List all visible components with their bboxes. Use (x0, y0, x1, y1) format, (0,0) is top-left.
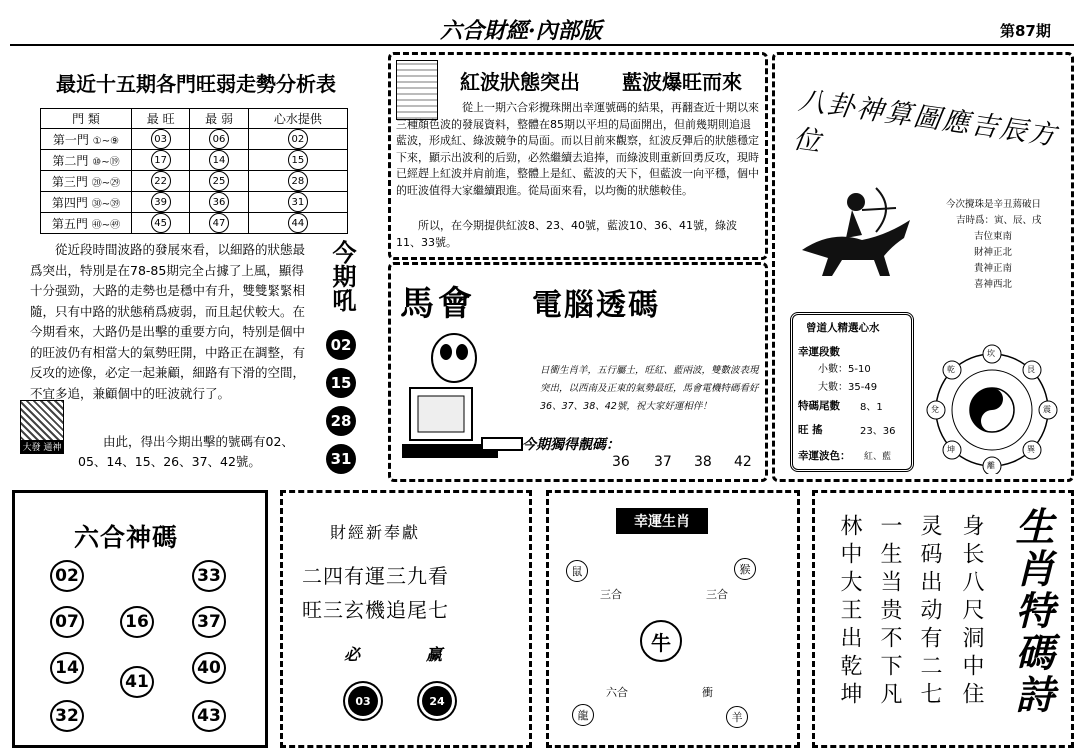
tail-label: 特碼尾數 (798, 400, 840, 412)
finance-line-2: 旺三玄機追尾七 (302, 598, 449, 622)
god-title: 六合神碼 (74, 523, 179, 552)
bagua-info-3: 吉位東南 (974, 231, 1013, 242)
wang-value: 23、36 (860, 426, 896, 437)
computer-number: 38 (694, 454, 712, 470)
computer-number: 36 (612, 454, 630, 470)
color-label: 幸運波色： (798, 450, 851, 462)
lucky-label: 幸運段數 (798, 346, 840, 358)
zodiac-chong: 衝 (702, 686, 713, 699)
god-number: 33 (192, 560, 226, 592)
col-header: 最 弱 (190, 109, 248, 129)
zodiac-liuhe: 六合 (606, 686, 628, 699)
small-label: 小數：5-10 (818, 364, 871, 375)
poem-column: 一生当贵不下凡 (877, 514, 902, 710)
stamp-image (20, 400, 64, 454)
bagua-info-5: 貴神正南 (974, 263, 1013, 274)
issue-number: 第87期 (1000, 22, 1051, 40)
wave-title-right: 藍波爆旺而來 (622, 70, 742, 94)
god-number: 40 (192, 652, 226, 684)
god-number: 02 (50, 560, 84, 592)
shout-number: 15 (326, 368, 356, 398)
poem-column: 身长八尺洞中住 (959, 514, 984, 710)
finance-title: 財經新奉獻 (330, 523, 421, 542)
color-value: 紅、藍 (864, 452, 892, 462)
big-label: 大數：35-49 (818, 382, 878, 393)
shout-number: 28 (326, 406, 356, 436)
zodiac-title: 幸運生肖 (616, 508, 708, 534)
bagua-wheel-label: 坤 (947, 445, 955, 454)
header-rule (10, 44, 1074, 46)
god-number: 14 (50, 652, 84, 684)
bagua-title: 八卦神算圖應吉辰方位 (791, 84, 1060, 159)
table-row: 第一門 ①~⑨ 03 06 02 (41, 129, 348, 150)
stamp-text: 大發 通神 (21, 440, 63, 453)
computer-footer-label: 今期獨得靚碼： (522, 437, 620, 453)
poem-column: 灵码出动有二七 (917, 514, 942, 710)
bagua-wheel-label: 離 (987, 461, 995, 470)
wave-conclusion: 所以，在今期提供紅波8、23、40號，藍波10、36、41號，綠波11、33號。 (396, 219, 737, 249)
computer-illustration (396, 330, 536, 470)
wave-body: 從上一期六合彩攪珠開出幸運號碼的結果，再翻查近十期以來三種顏色波的發展資料，整體在85期以平坦的局面開出，但前幾期則追退藍波，形成紅、綠波競争的局面。而以目前來觀察，紅波反彈后的狀態穩定下來，顯示出波利的后勁，必然繼續去追捧，而綠波則重新回勇反攻，現時已經趕上紅波并肩前進，整體上是紅、藍波的天下，但藍波一向平穩，個中的旺波值得大家繼續跟進。從局面來看，以均衡的狀態較佳。 (396, 101, 759, 197)
heart-title: 曾道人精選心水 (806, 322, 880, 334)
header-title: 六合財經·內部版 (440, 18, 602, 44)
bagua-wheel-label: 艮 (1027, 365, 1035, 374)
finance-bi: 必 (344, 645, 361, 664)
shout-number: 31 (326, 444, 356, 474)
god-number: 41 (120, 666, 154, 698)
bagua-info-6: 喜神西北 (974, 279, 1013, 290)
poem-column: 林中大王出乾坤 (837, 514, 862, 710)
computer-number: 42 (734, 454, 752, 470)
trend-table (40, 108, 348, 234)
wave-title-left: 紅波狀態突出 (460, 70, 580, 94)
computer-text: 日衝生肖羊，五行屬土，旺紅、藍兩波，雙數波表現突出，以西南及正東的氣勢最旺，馬會電機特碼看好36、37、38、42號，祝大家好運相伴！ (540, 365, 759, 412)
bagua-info-1: 今次攪珠是辛丑蔫破日 (946, 199, 1042, 210)
table-row: 第五門 ㊵~㊾ 45 47 44 (41, 213, 348, 234)
trend-title: 最近十五期各門旺弱走勢分析表 (56, 72, 336, 96)
zodiac-dragon: 龍 (572, 704, 594, 726)
table-row: 第四門 ㉚~㊴ 39 36 31 (41, 192, 348, 213)
finance-number: 03 (348, 686, 378, 716)
trend-conclusion: 由此，得出今期出擊的號碼有02、05、14、15、26、37、42號。 (78, 434, 294, 469)
bagua-info-4: 財神正北 (974, 247, 1013, 258)
archer-illustration (792, 180, 922, 280)
computer-title-left: 馬會 (400, 284, 476, 324)
poem-title: 生肖特碼詩 (1009, 506, 1055, 716)
bagua-wheel-label: 坎 (987, 349, 995, 358)
tail-value: 8、1 (860, 402, 883, 413)
table-row: 第二門 ⑩~⑲ 17 14 15 (41, 150, 348, 171)
bagua-wheel-label: 巽 (1027, 445, 1035, 454)
zodiac-rat: 鼠 (566, 560, 588, 582)
god-number: 16 (120, 606, 154, 638)
god-number: 32 (50, 700, 84, 732)
finance-ying: 赢 (426, 645, 443, 664)
col-header: 最 旺 (132, 109, 190, 129)
bagua-info-2: 吉時爲：寅、辰、戌 (956, 215, 1042, 226)
zodiac-sanhe-right: 三合 (706, 588, 728, 601)
col-header: 門 類 (41, 109, 132, 129)
god-box-dashes (265, 490, 268, 748)
trend-paragraph: 從近段時間波路的發展來看，以細路的狀態最爲突出，特別是在78-85期完全占據了上風，顯得十分强勁，大路的走勢也是穩中有升，雙雙緊緊相隨，只有中路的狀態稍爲疲弱，而且起伏較大。在今期看來，大路仍是出擊的重要方向，特别是個中的旺波仍有相當大的氣勢旺開，中路正在調整，有反攻的迹像，必定一起兼顧，細路有下滑的空間，不宜多追，兼顧個中的旺波就行了。 (30, 242, 306, 401)
zodiac-monkey: 猴 (734, 558, 756, 580)
zodiac-sanhe-left: 三合 (600, 588, 622, 601)
shout-number: 02 (326, 330, 356, 360)
god-number: 07 (50, 606, 84, 638)
bagua-wheel-label: 乾 (947, 365, 955, 374)
finance-number: 24 (422, 686, 452, 716)
god-number: 43 (192, 700, 226, 732)
shout-label: 今期吼 (328, 240, 356, 312)
bagua-center-label: 北 (987, 393, 997, 403)
bagua-wheel-label: 震 (1043, 405, 1051, 414)
zodiac-center: 牛 (640, 620, 682, 662)
bagua-wheel (922, 344, 1062, 474)
col-header: 心水提供 (248, 109, 347, 129)
zodiac-sheep: 羊 (726, 706, 748, 728)
computer-title-right: 電腦透碼 (532, 288, 660, 323)
wang-label: 旺 搖 (798, 424, 823, 436)
computer-number: 37 (654, 454, 672, 470)
table-row: 第三門 ⑳~㉙ 22 25 28 (41, 171, 348, 192)
god-number: 37 (192, 606, 226, 638)
finance-line-1: 二四有運三九看 (302, 564, 449, 588)
bagua-wheel-label: 兌 (931, 405, 939, 414)
